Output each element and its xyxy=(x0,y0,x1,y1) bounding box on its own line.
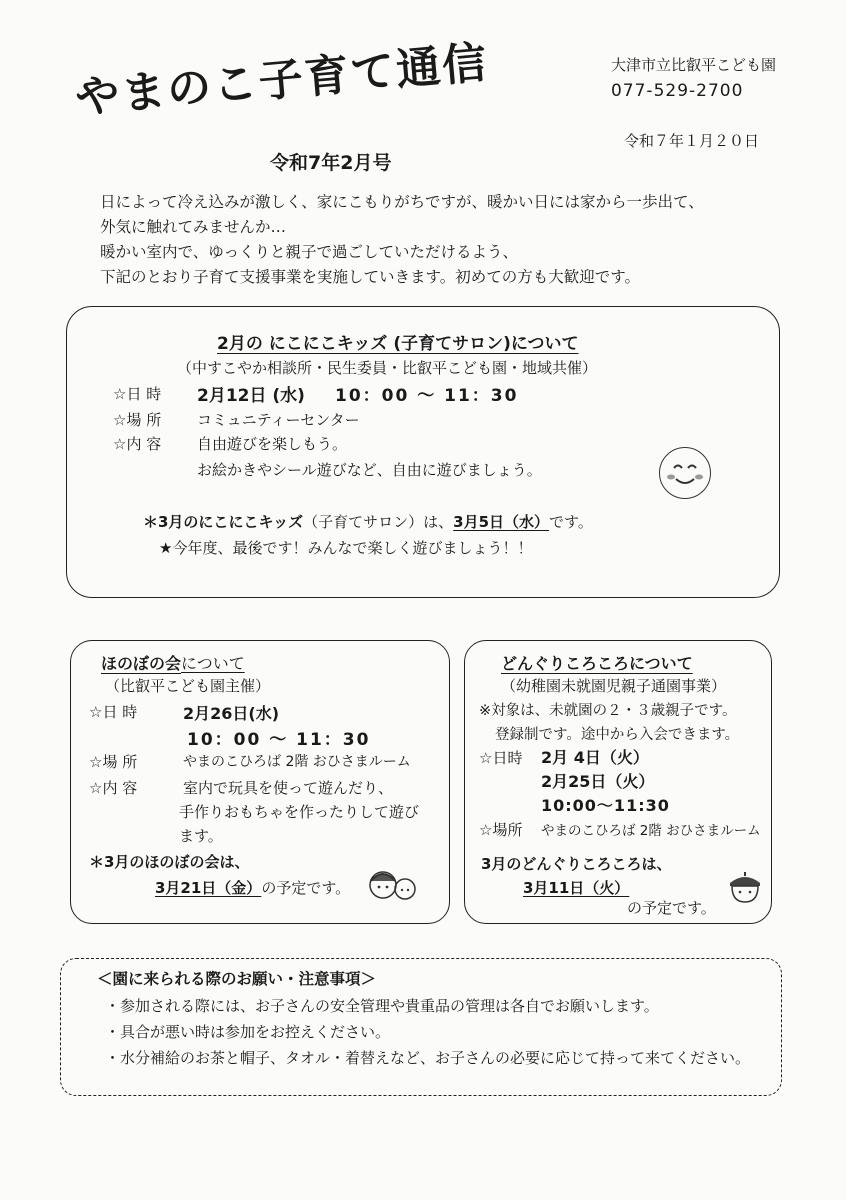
donguri-heading: どんぐりころころについて xyxy=(501,654,693,673)
honobono-place-label: ☆場 所 xyxy=(89,753,138,771)
nikoniko-host: （中すこやか相談所・民生委員・比叡平こども園・地域共催） xyxy=(177,359,598,377)
family-faces-icon xyxy=(367,867,419,907)
honobono-next-date: 3月21日（金） xyxy=(155,879,262,897)
nikoniko-next-prefix: ＊3月のにこにこキッズ xyxy=(143,513,304,531)
honobono-host: （比叡平こども園主催） xyxy=(105,677,271,695)
honobono-next-suffix: の予定です。 xyxy=(261,879,351,897)
nikoniko-next-suffix: です。 xyxy=(549,513,593,531)
intro-line: 日によって冷え込みが激しく、家にこもりがちですが、暖かい日には家から一歩出て、 xyxy=(100,193,704,211)
issue-date: 令和７年１月２０日 xyxy=(624,132,760,150)
honobono-date: 2月26日(水) xyxy=(183,704,280,723)
nikoniko-note: ★今年度、最後です！みんなで楽しく遊びましょう！！ xyxy=(159,539,533,557)
honobono-heading-rest: について xyxy=(181,654,245,673)
honobono-content-line: 手作りおもちゃを作ったりして遊び xyxy=(179,803,420,821)
donguri-next-suffix: の予定です。 xyxy=(627,899,716,917)
honobono-time: 10：00 ～ 11：30 xyxy=(187,730,371,750)
nikoniko-section xyxy=(66,306,780,598)
honobono-next-prefix: ＊3月のほのぼの会は、 xyxy=(89,853,250,871)
donguri-section xyxy=(464,640,772,924)
nikoniko-date-label: ☆日 時 xyxy=(113,385,162,403)
nikoniko-place: コミュニティーセンター xyxy=(197,411,360,429)
donguri-place-label: ☆場所 xyxy=(479,821,523,839)
acorn-icon xyxy=(725,869,765,909)
donguri-host: （幼稚園未就園児親子通園事業） xyxy=(501,677,727,695)
honobono-heading xyxy=(101,651,245,674)
notice-item: ・具合が悪い時は参加をお控えください。 xyxy=(105,1023,391,1041)
honobono-heading-main: ほのぼの会 xyxy=(101,654,182,673)
donguri-place: やまのこひろば 2階 おひさまルーム xyxy=(541,823,761,839)
donguri-date-2: 2月25日（火） xyxy=(541,772,655,791)
nikoniko-time: 10：00 ～ 11：30 xyxy=(335,386,519,406)
phone-number: 077-529-2700 xyxy=(610,81,744,101)
nikoniko-content-detail: お絵かきやシール遊びなど、自由に遊びましょう。 xyxy=(197,461,542,479)
donguri-time: 10:00～11:30 xyxy=(541,796,670,815)
donguri-date-1: 2月 4日（火） xyxy=(541,748,649,767)
honobono-next xyxy=(155,877,350,898)
donguri-next-date: 3月11日（火） xyxy=(523,879,630,897)
donguri-registration: 登録制です。途中から入会できます。 xyxy=(495,727,740,743)
notice-section xyxy=(60,958,782,1096)
notice-item: ・参加される際には、お子さんの安全管理や貴重品の管理は各自でお願いします。 xyxy=(105,997,659,1015)
newsletter-title: やまのこ子育て通信 xyxy=(73,37,491,125)
intro-line: 外気に触れてみませんか… xyxy=(100,218,287,236)
donguri-target: ※対象は、未就園の２・３歳親子です。 xyxy=(479,703,737,719)
donguri-date-label: ☆日時 xyxy=(479,749,523,767)
honobono-section xyxy=(70,640,450,924)
honobono-date-label: ☆日 時 xyxy=(89,703,138,721)
nikoniko-next-date: 3月5日（水） xyxy=(453,513,550,531)
smiley-face-icon xyxy=(659,447,711,499)
nikoniko-content-label: ☆内 容 xyxy=(113,435,162,453)
intro-text xyxy=(100,190,704,290)
organization-name: 大津市立比叡平こども園 xyxy=(610,56,776,74)
intro-line: 暖かい室内で、ゆっくりと親子で過ごしていただけるよう、 xyxy=(100,243,519,261)
honobono-content-line: ます。 xyxy=(179,827,223,845)
nikoniko-next-mid: （子育てサロン）は、 xyxy=(303,513,454,531)
honobono-content-line: 室内で玩具を使って遊んだり、 xyxy=(183,779,394,797)
notice-heading: ＜園に来られる際のお願い・注意事項＞ xyxy=(97,970,377,988)
donguri-next-prefix: 3月のどんぐりころころは、 xyxy=(481,855,672,873)
nikoniko-place-label: ☆場 所 xyxy=(113,411,162,429)
nikoniko-next xyxy=(143,511,593,532)
honobono-place: やまのこひろば 2階 おひさまルーム xyxy=(183,754,411,770)
organization-block xyxy=(611,52,776,104)
notice-item: ・水分補給のお茶と帽子、タオル・着替えなど、お子さんの必要に応じて持って来てください。 xyxy=(105,1049,751,1067)
nikoniko-content: 自由遊びを楽しもう。 xyxy=(197,435,348,453)
intro-line: 下記のとおり子育て支援事業を実施していきます。初めての方も大歓迎です。 xyxy=(100,268,641,286)
honobono-content-label: ☆内 容 xyxy=(89,779,138,797)
issue-number: 令和7年2月号 xyxy=(270,152,392,174)
nikoniko-heading: 2月の にこにこキッズ (子育てサロン)について xyxy=(217,334,579,354)
nikoniko-date: 2月12日 (水) xyxy=(197,386,305,406)
